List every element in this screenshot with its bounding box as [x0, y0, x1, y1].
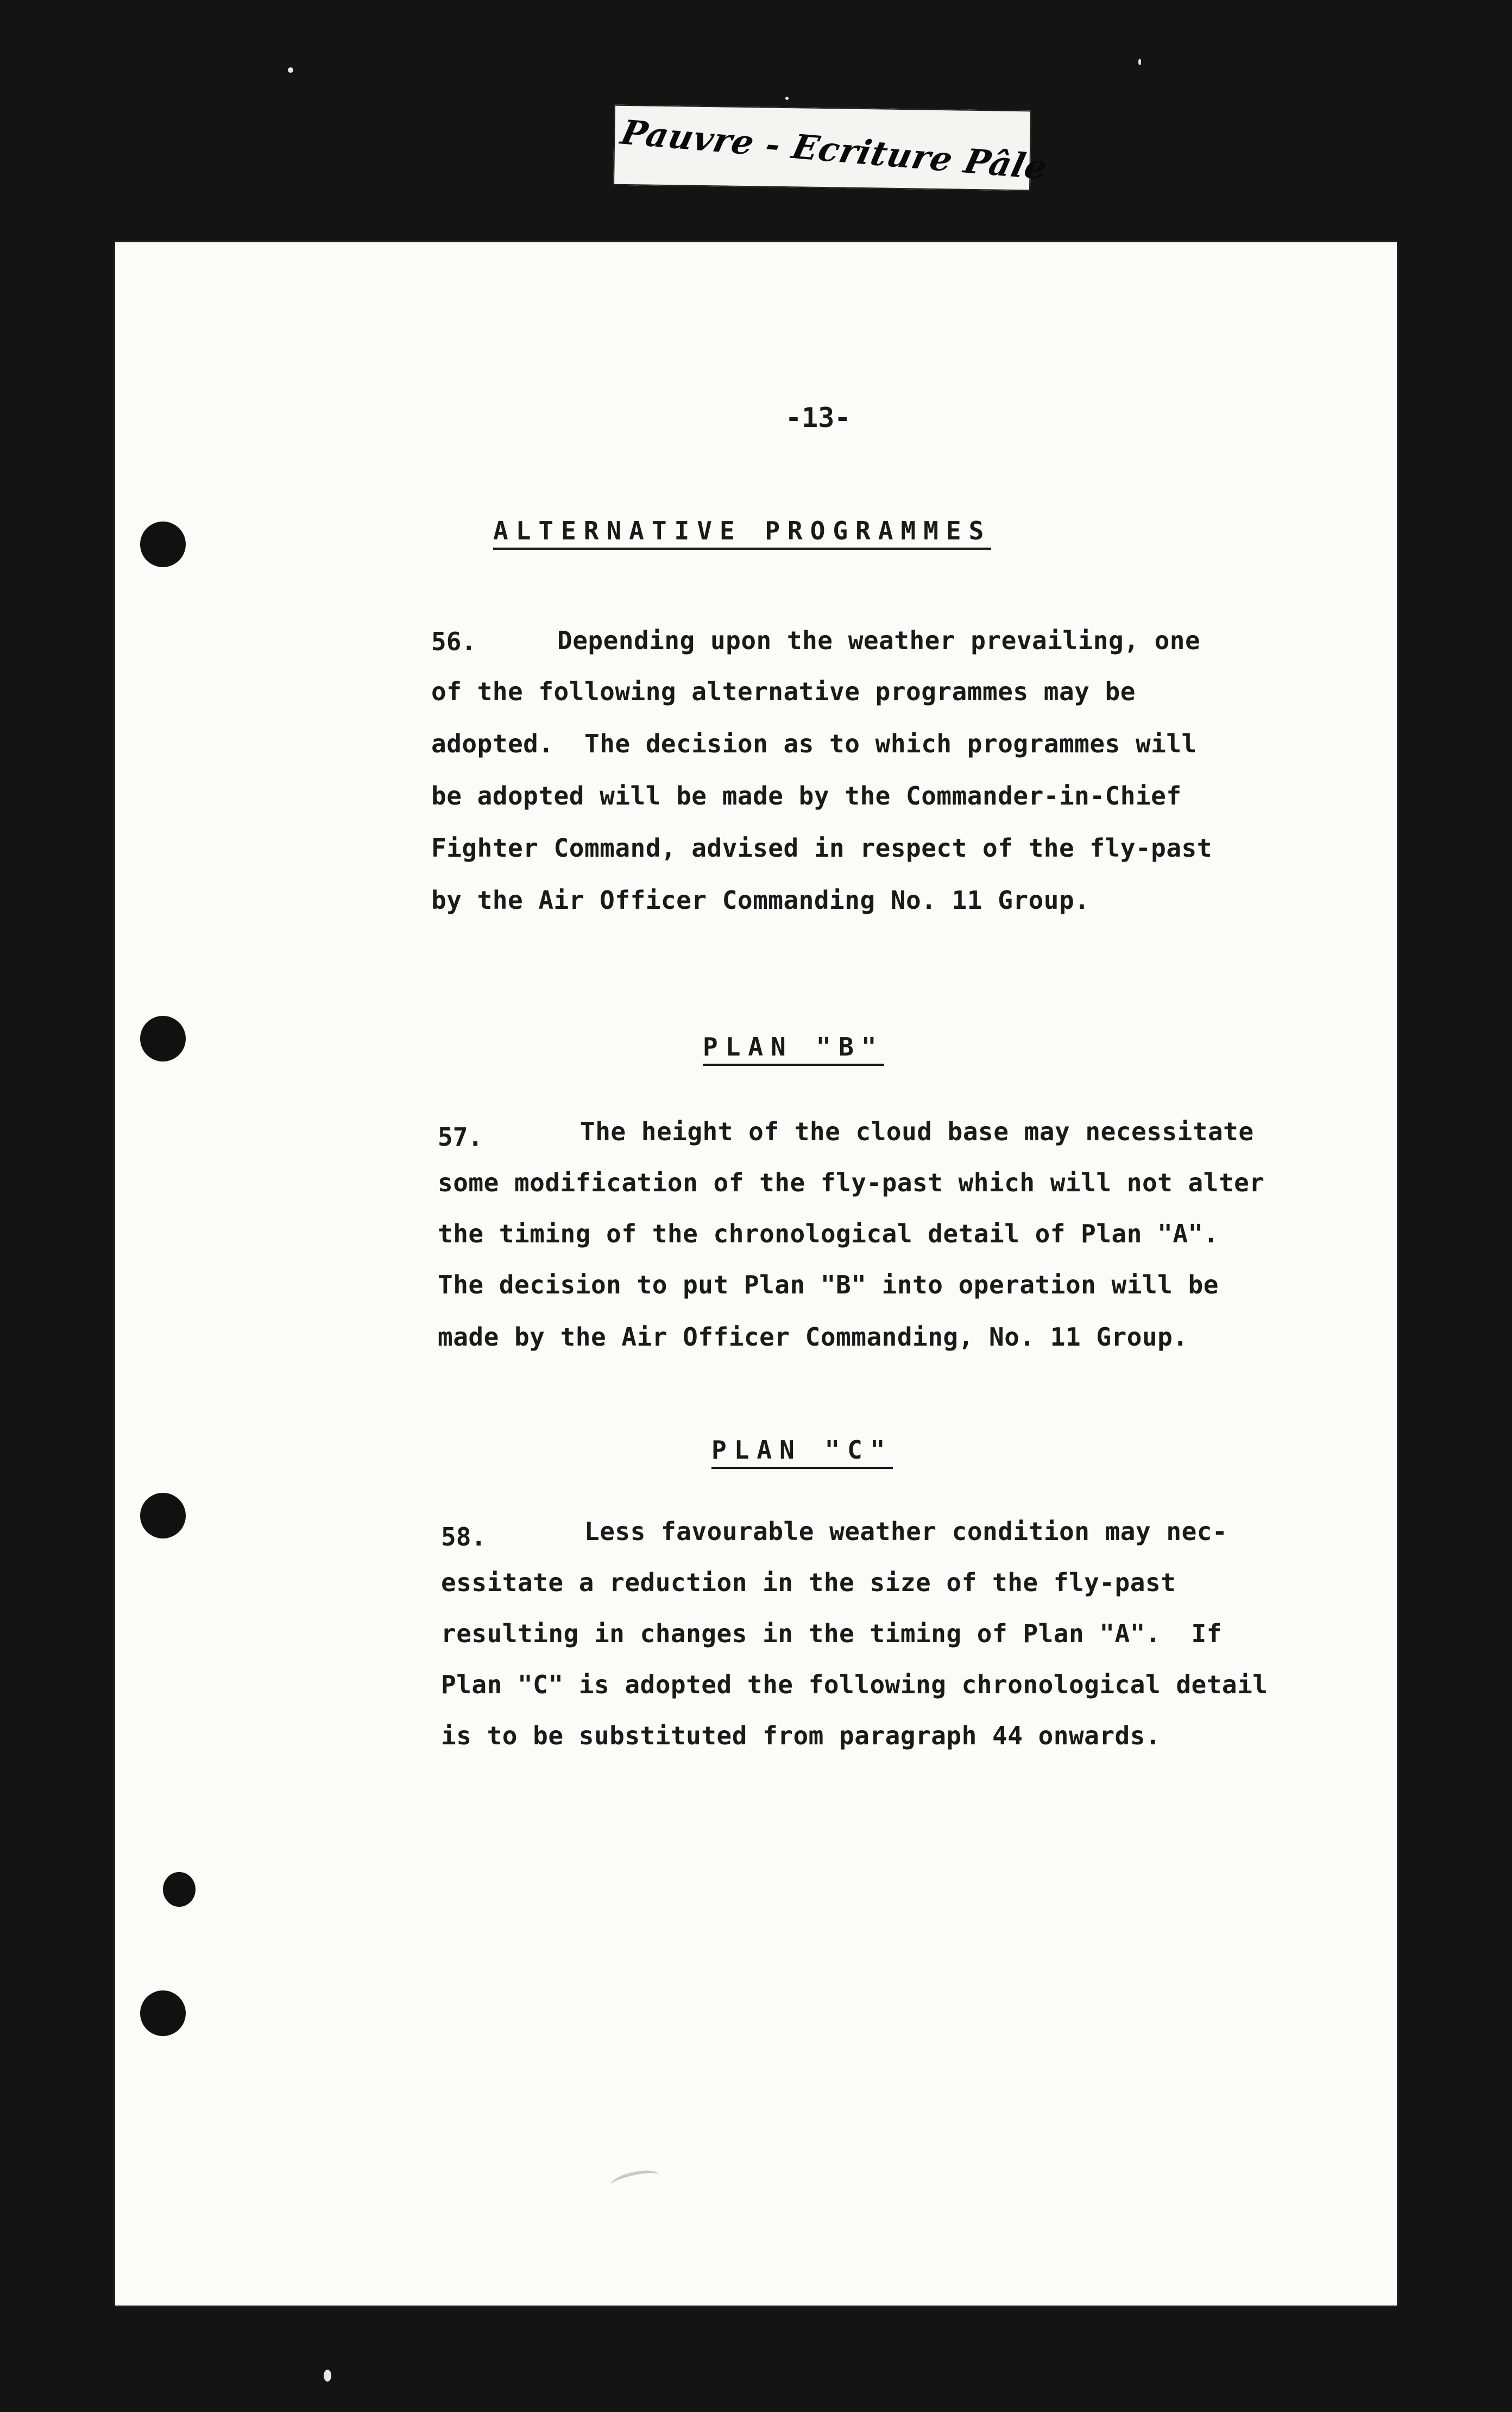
archive-label-text: Pauvre - Ecriture Pâle [617, 112, 1052, 187]
paragraph-line: of the following alternative programmes may be [431, 677, 1136, 706]
page-number: -13- [785, 402, 851, 434]
archive-label-slip [613, 105, 1052, 191]
paragraph-line: Plan "C" is adopted the following chronological detail [441, 1670, 1268, 1699]
film-speck [324, 2370, 331, 2382]
paragraph-line: be adopted will be made by the Commander-in-Chief [431, 781, 1182, 811]
punch-hole [140, 1493, 186, 1538]
paragraph-line: The decision to put Plan "B" into operation will be [438, 1270, 1219, 1299]
document-page [115, 242, 1397, 2306]
punch-hole [140, 1990, 186, 2036]
paragraph-line: Depending upon the weather prevailing, one [557, 626, 1201, 655]
film-speck [785, 97, 789, 100]
paragraph-line: the timing of the chronological detail of Plan "A". [438, 1219, 1219, 1248]
paragraph-line: by the Air Officer Commanding No. 11 Group. [431, 885, 1090, 915]
punch-hole [140, 522, 186, 567]
section-heading-plan-b: PLAN "B" [703, 1032, 884, 1066]
punch-hole [140, 1016, 186, 1061]
paragraph-line: resulting in changes in the timing of Plan "A". If [441, 1619, 1222, 1648]
section-heading-plan-c: PLAN "C" [711, 1435, 893, 1469]
punch-hole [163, 1872, 196, 1907]
film-speck [288, 67, 293, 73]
paper-stain [609, 2167, 660, 2193]
paragraph-number: 58. [441, 1522, 487, 1552]
paragraph-line: The height of the cloud base may necessitate [580, 1117, 1254, 1146]
paragraph-line: is to be substituted from paragraph 44 onwards. [441, 1721, 1161, 1750]
film-speck [1138, 59, 1141, 65]
paragraph-line: made by the Air Officer Commanding, No. 11 Group. [438, 1322, 1188, 1352]
section-heading-alternative-programmes: ALTERNATIVE PROGRAMMES [493, 516, 991, 550]
paragraph-line: some modification of the fly-past which will not alter [438, 1168, 1265, 1197]
paragraph-number: 57. [438, 1122, 483, 1152]
paragraph-number: 56. [431, 627, 477, 656]
paragraph-line: adopted. The decision as to which programmes will [431, 729, 1197, 758]
paragraph-line: Less favourable weather condition may nec- [584, 1517, 1228, 1546]
paragraph-line: Fighter Command, advised in respect of the fly-past [431, 833, 1212, 863]
paragraph-line: essitate a reduction in the size of the fly-past [441, 1568, 1176, 1597]
